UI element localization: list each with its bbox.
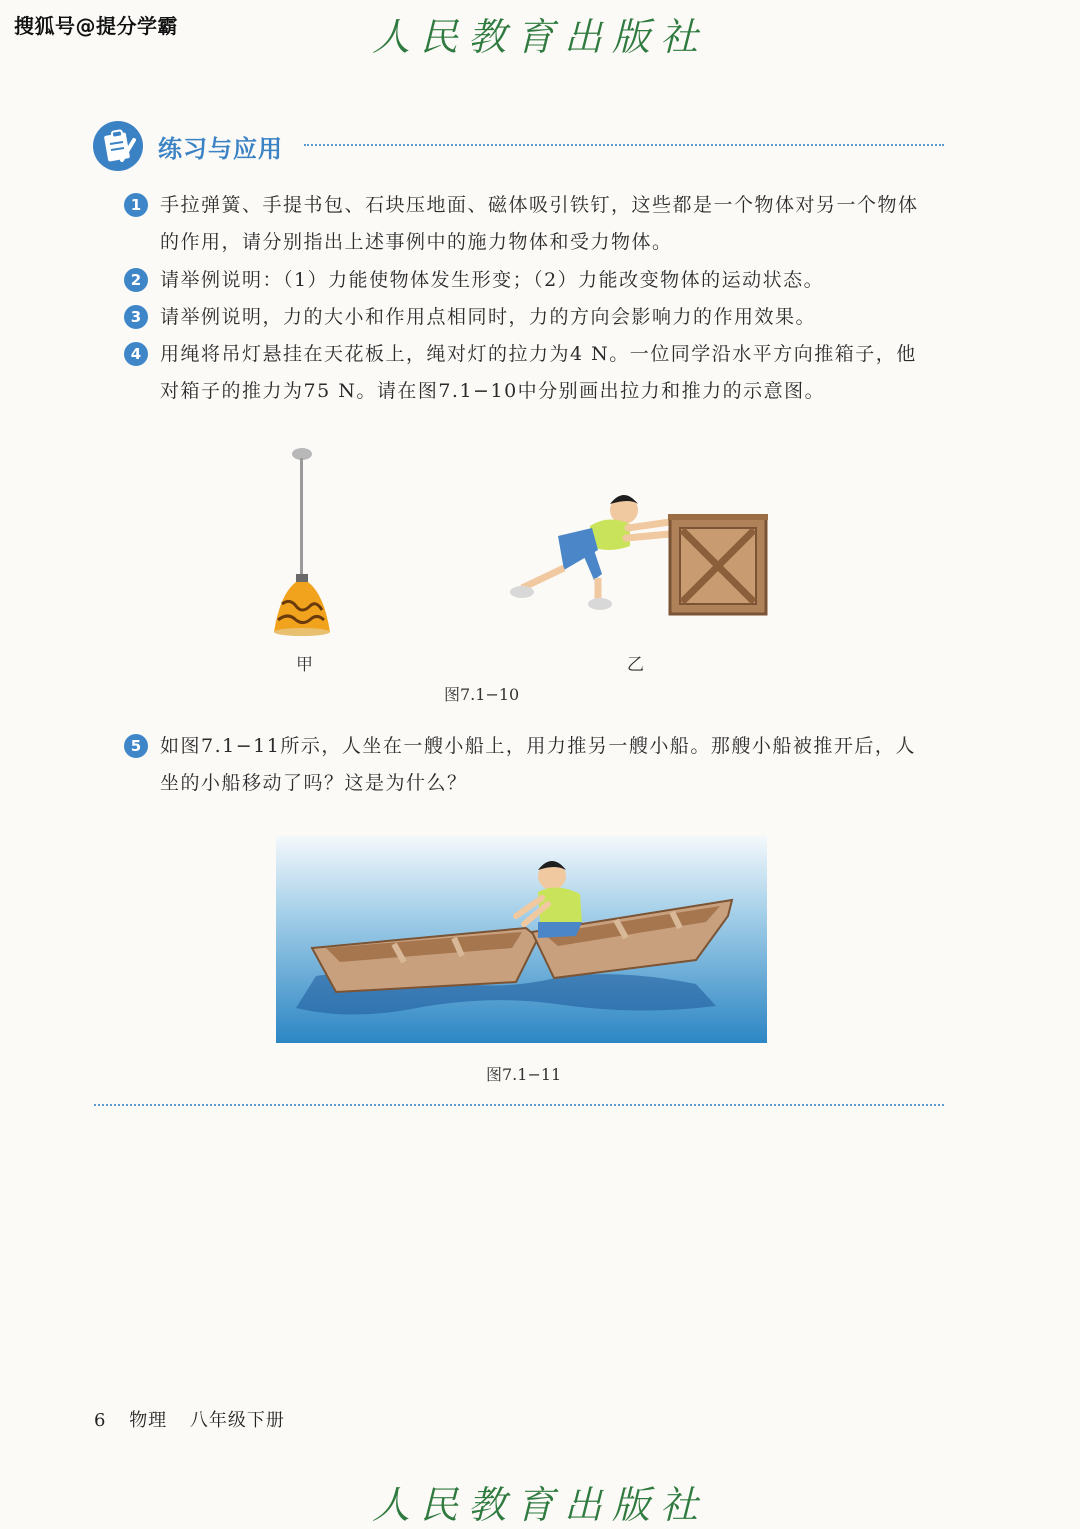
hanging-lamp-illustration [262, 444, 342, 640]
question-text: 请举例说明：（1）力能使物体发生形变；（2）力能改变物体的运动状态。 [160, 269, 825, 291]
question-4 [124, 336, 924, 410]
question-number: 3 [124, 305, 148, 329]
figure-11-caption: 图7.1−11 [486, 1065, 562, 1084]
question-text: 请举例说明，力的大小和作用点相同时，力的方向会影响力的作用效果。 [160, 306, 817, 328]
figure-10-label-b: 乙 [627, 655, 644, 675]
question-1 [124, 187, 924, 261]
question-number: 5 [124, 734, 148, 758]
boy-pushing-crate-illustration [498, 488, 778, 620]
question-2 [124, 262, 924, 299]
footer-subject: 物理 [129, 1410, 168, 1431]
section-divider [304, 144, 944, 146]
section-end-divider [94, 1104, 944, 1106]
clipboard-pencil-icon [92, 120, 144, 172]
figure-10-caption: 图7.1−10 [444, 685, 520, 704]
question-text: 如图7.1−11所示，人坐在一艘小船上，用力推另一艘小船。那艘小船被推开后，人坐的小船移动了吗？这是为什么？ [160, 735, 916, 794]
question-text: 手拉弹簧、手提书包、石块压地面、磁体吸引铁钉，这些都是一个物体对另一个物体的作用，请分别指出上述事例中的施力物体和受力物体。 [160, 194, 919, 253]
question-number: 1 [124, 193, 148, 217]
question-number: 2 [124, 268, 148, 292]
boats-on-water-illustration [276, 836, 767, 1043]
page-footer [94, 1406, 301, 1432]
question-text: 用绳将吊灯悬挂在天花板上，绳对灯的拉力为4 N。一位同学沿水平方向推箱子，他对箱子的推力为75 N。请在图7.1−10中分别画出拉力和推力的示意图。 [160, 343, 917, 402]
question-5 [124, 728, 924, 802]
figure-10-label-a: 甲 [296, 655, 313, 675]
section-title: 练习与应用 [158, 135, 283, 163]
question-3 [124, 299, 924, 336]
question-number: 4 [124, 342, 148, 366]
footer-grade: 八年级下册 [189, 1410, 285, 1431]
publisher-logo-top: 人民教育出版社 [371, 15, 708, 59]
publisher-logo-bottom: 人民教育出版社 [371, 1483, 708, 1527]
page-number: 6 [94, 1410, 107, 1431]
section-header [92, 120, 944, 172]
watermark: 搜狐号@提分学霸 [14, 14, 178, 38]
